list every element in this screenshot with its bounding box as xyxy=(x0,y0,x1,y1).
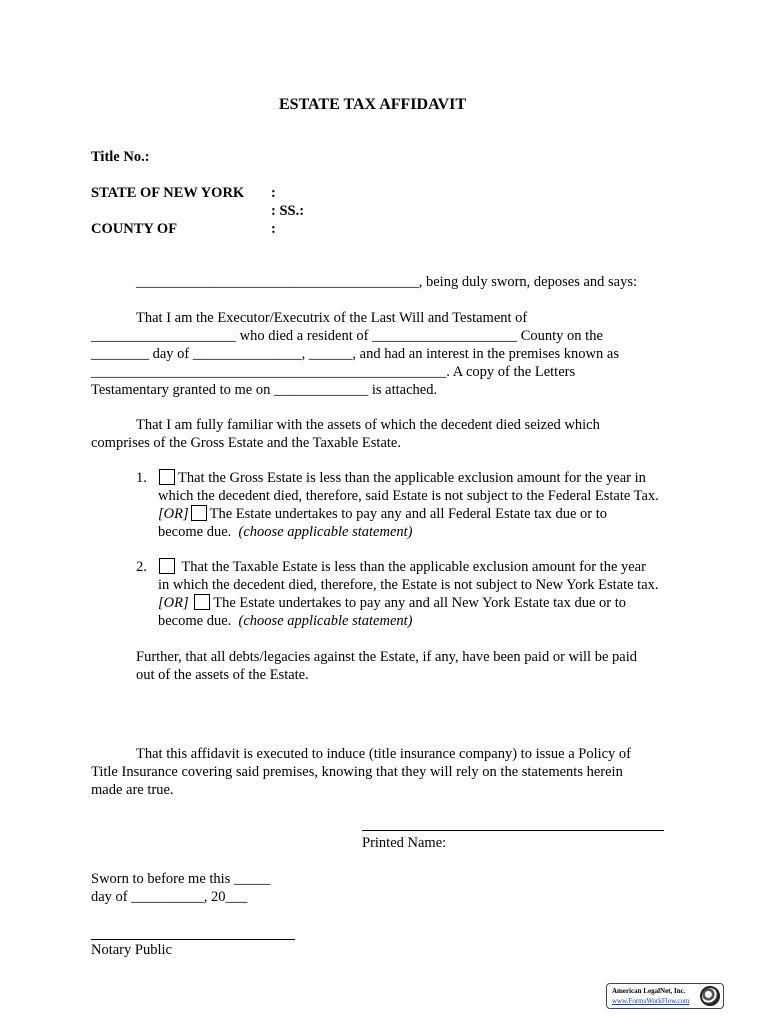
title-number-label: Title No.: xyxy=(91,149,150,165)
item-2-become-due: become due. xyxy=(158,613,232,629)
ny-tax-undertake-checkbox[interactable] xyxy=(194,594,210,610)
item-2-line-2: in which the decedent died, therefore, the Estate is not subject to New York Estate tax. xyxy=(158,577,659,593)
notary-label: Notary Public xyxy=(91,942,172,958)
logo-emblem-icon xyxy=(700,986,720,1006)
executor-para-line-4: _________________________________________________. A copy of the Letters xyxy=(91,364,576,380)
debts-para-line-1: Further, that all debts/legacies against the Estate, if any, have been paid or will be paid xyxy=(136,649,637,665)
printed-name-label: Printed Name: xyxy=(362,835,447,851)
inducement-para-line-1: That this affidavit is executed to induce (title insurance company) to issue a Policy of xyxy=(136,746,632,762)
item-2-or-label: [OR] xyxy=(158,595,189,611)
venue-state: STATE OF NEW YORK xyxy=(91,185,245,201)
federal-tax-undertake-checkbox[interactable] xyxy=(191,505,207,521)
venue-ss: : SS.: xyxy=(271,203,305,219)
notary-signature-line[interactable] xyxy=(91,939,295,940)
item-1-line-2: which the decedent died, therefore, said Estate is not subject to the Federal Estate Tax. xyxy=(158,488,659,504)
item-2-line-1 xyxy=(157,558,646,576)
item-1-line-1 xyxy=(157,469,646,487)
assets-para-line-1: That I am fully familiar with the assets of which the decedent died seized which xyxy=(136,417,600,433)
item-2-line-3 xyxy=(158,594,626,612)
item-1-text-1: That the Gross Estate is less than the applicable exclusion amount for the year in xyxy=(178,470,646,486)
sworn-before-line-2: day of __________, 20___ xyxy=(91,889,248,905)
item-1-line-4 xyxy=(158,523,412,541)
item-2-choose-note: (choose applicable statement) xyxy=(238,613,413,629)
taxable-estate-checkbox[interactable] xyxy=(159,558,175,574)
inducement-para-line-3: made are true. xyxy=(91,782,174,798)
item-1-line-3 xyxy=(158,505,607,523)
signature-line[interactable] xyxy=(362,830,664,831)
venue-county: COUNTY OF xyxy=(91,221,178,237)
executor-para-line-1: That I am the Executor/Executrix of the Last Will and Testament of xyxy=(136,310,528,326)
debts-para-line-2: out of the assets of the Estate. xyxy=(136,667,309,683)
item-2-text-1: That the Taxable Estate is less than the applicable exclusion amount for the year xyxy=(181,559,646,575)
sworn-before-line-1: Sworn to before me this _____ xyxy=(91,871,271,887)
gross-estate-checkbox[interactable] xyxy=(159,469,175,485)
assets-para-line-2: comprises of the Gross Estate and the Taxable Estate. xyxy=(91,435,401,451)
logo-company-name: American LegalNet, Inc. xyxy=(612,987,686,995)
american-legalnet-logo[interactable] xyxy=(606,983,724,1009)
venue-colon-1: : xyxy=(271,185,276,201)
document-title: ESTATE TAX AFFIDAVIT xyxy=(279,96,467,113)
item-1-or-label: [OR] xyxy=(158,506,189,522)
item-2-number: 2. xyxy=(136,559,147,575)
logo-url-link[interactable]: www.FormsWorkFlow.com xyxy=(612,997,690,1005)
item-1-become-due: become due. xyxy=(158,524,232,540)
item-2-line-4 xyxy=(158,612,412,630)
item-1-number: 1. xyxy=(136,470,147,486)
sworn-statement-line: _______________________________________, being duly sworn, deposes and says: xyxy=(136,274,638,290)
executor-para-line-3: ________ day of _______________, ______, and had an interest in the premises known as xyxy=(91,346,619,362)
item-1-text-3: The Estate undertakes to pay any and all Federal Estate tax due or to xyxy=(209,506,608,522)
item-2-text-3: The Estate undertakes to pay any and all New York Estate tax due or to xyxy=(213,595,626,611)
executor-para-line-2: ____________________ who died a resident of ____________________ County on the xyxy=(91,328,603,344)
inducement-para-line-2: Title Insurance covering said premises, knowing that they will rely on the statements herein xyxy=(91,764,623,780)
executor-para-line-5: Testamentary granted to me on _____________ is attached. xyxy=(91,382,438,398)
venue-colon-3: : xyxy=(271,221,276,237)
item-1-choose-note: (choose applicable statement) xyxy=(238,524,413,540)
